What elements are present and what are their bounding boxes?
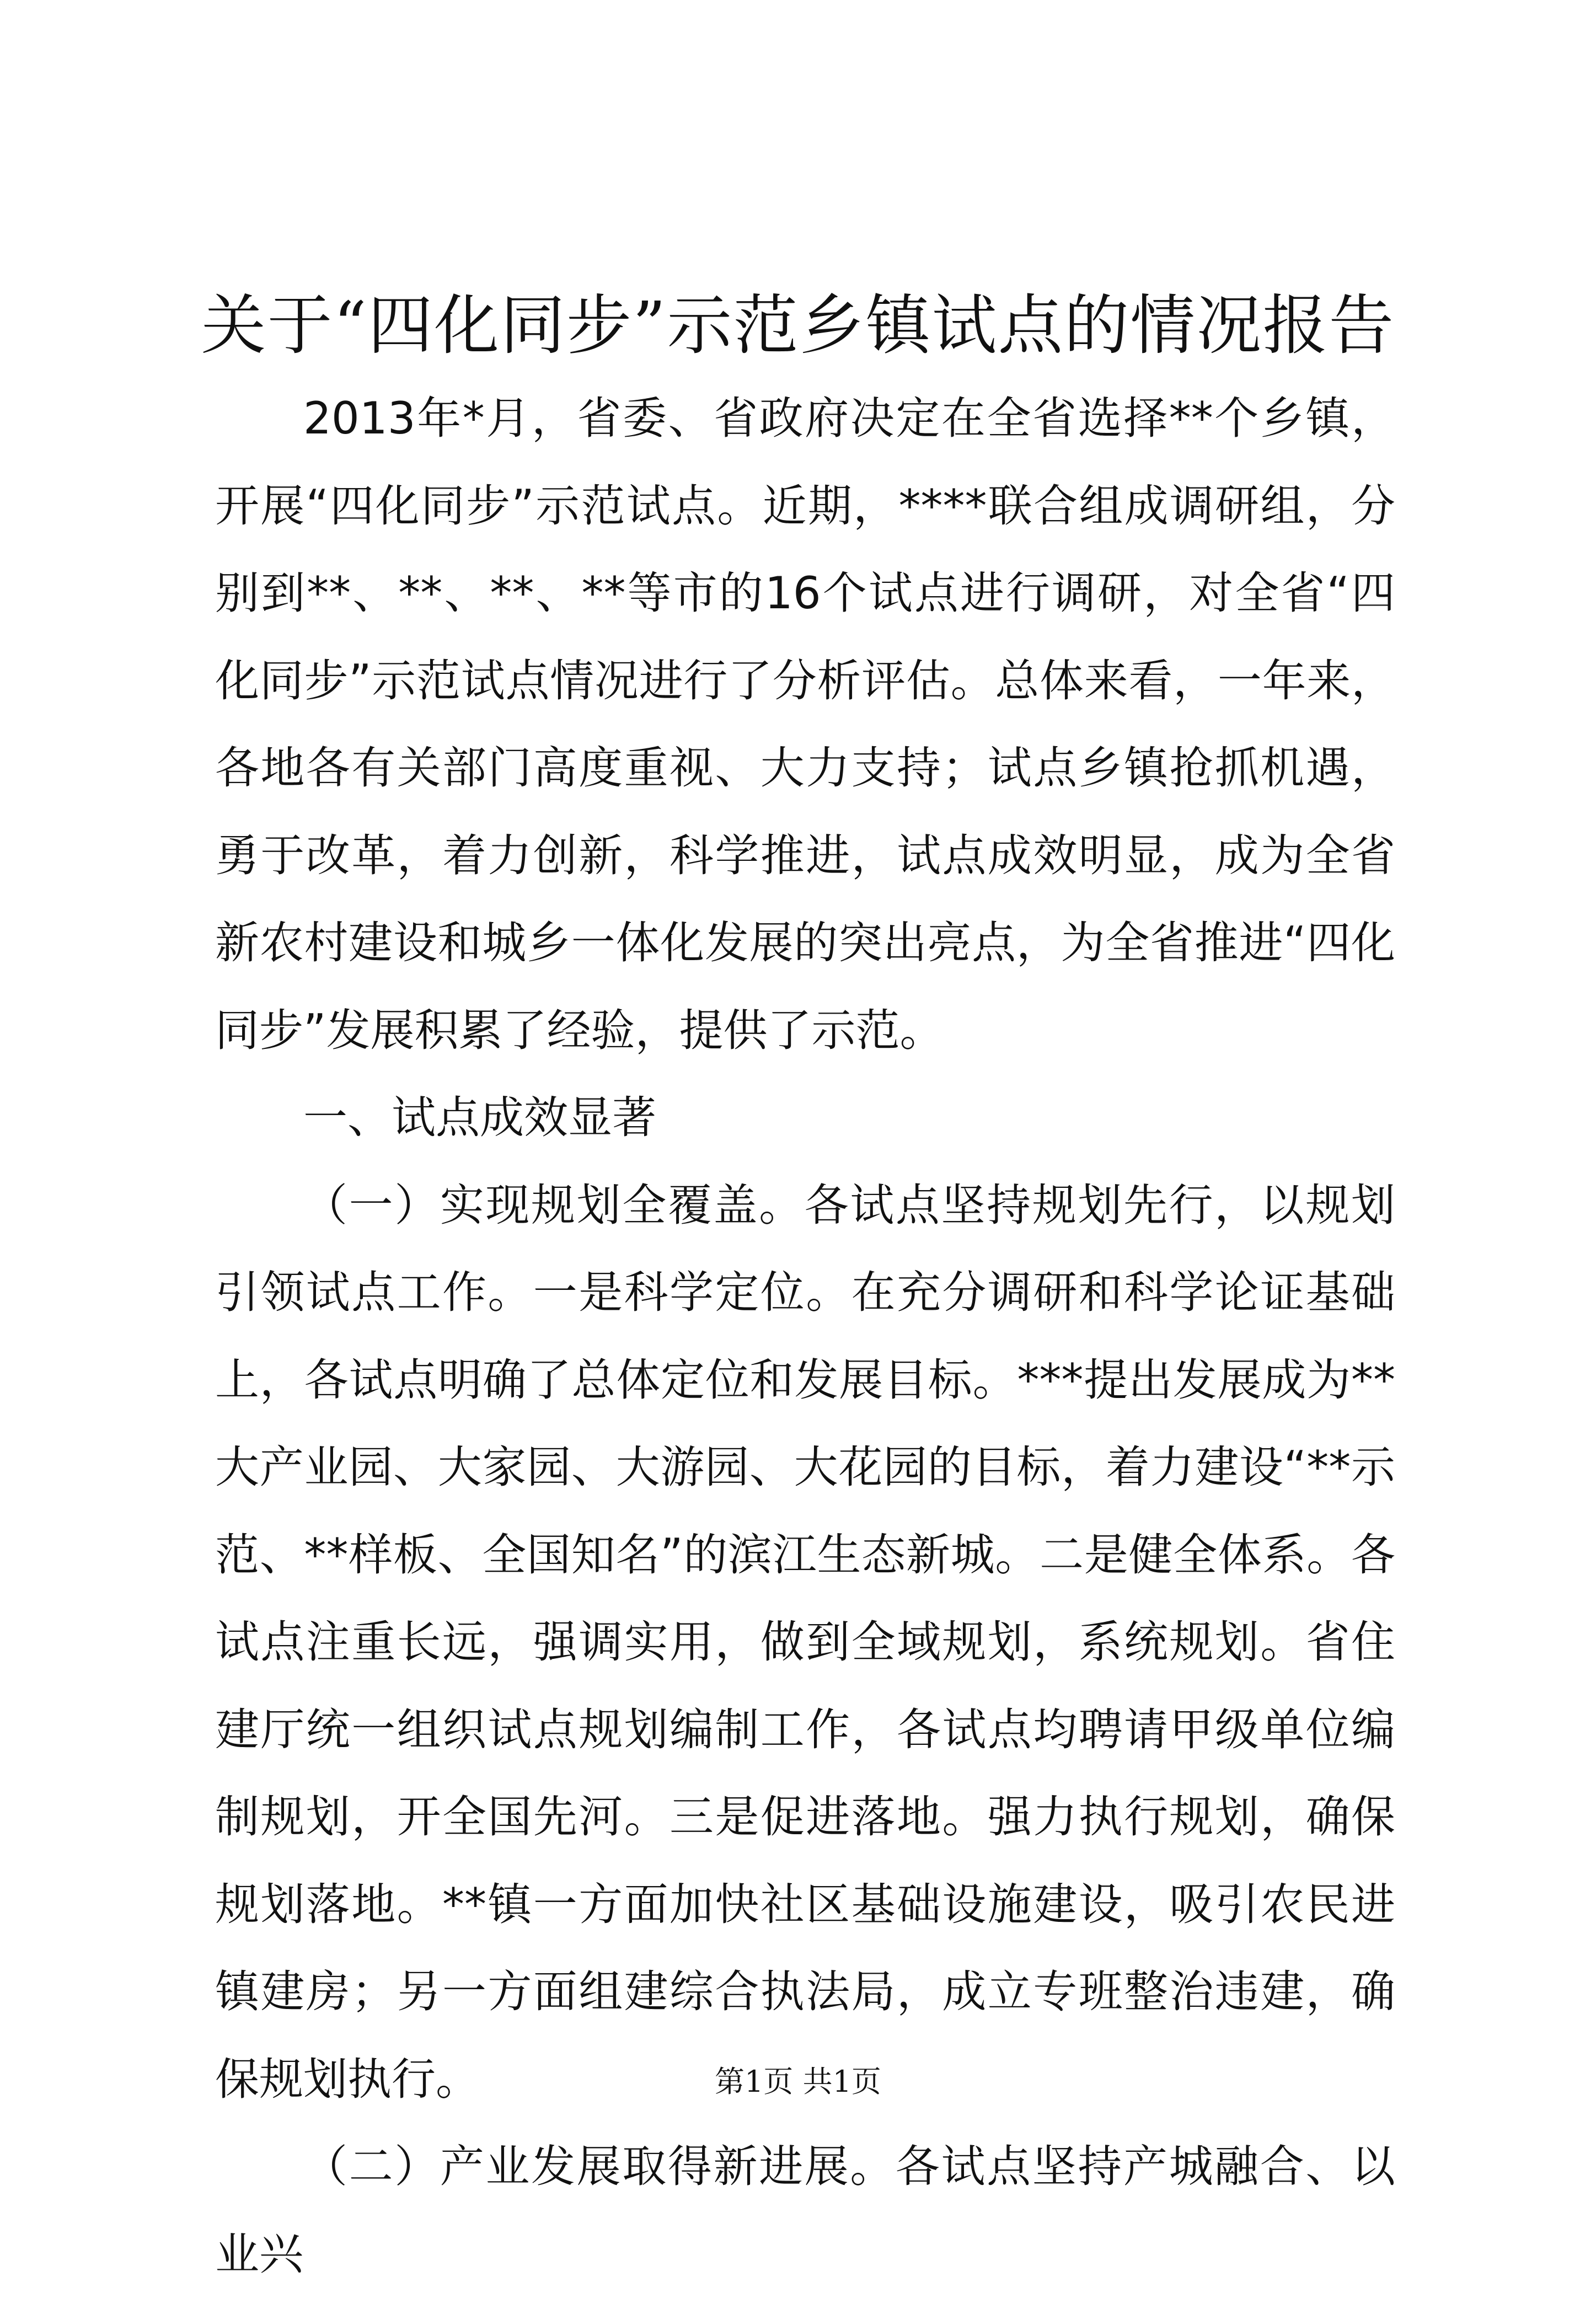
intro-paragraph: 2013年*月，省委、省政府决定在全省选择**个乡镇，开展“四化同步”示范试点。近期，****联合组成调研组，分别到**、**、**、**等市的16个试点进行调研，对全省“四化同步”示范试点情况进行了分析评估。总体来看，一年来，各地各有关部门高度重视、大力支持；试点乡镇抢抓机遇，勇于改革，着力创新，科学推进，试点成效明显，成为全省新农村建设和城乡一体化发展的突出亮点，为全省推进“四化同步”发展积累了经验，提供了示范。 [215, 393, 1395, 1056]
page-footer: 第1页 共1页 [715, 2064, 881, 2099]
section-heading-1: 一、试点成效显著 [303, 1092, 656, 1143]
subsection-paragraph-2: （二）产业发展取得新进展。各试点坚持产城融合、以业兴 [215, 2141, 1395, 2280]
document-title: 关于“四化同步”示范乡镇试点的情况报告 [201, 287, 1395, 363]
document-body [215, 375, 1395, 2298]
subsection-paragraph-1: （一）实现规划全覆盖。各试点坚持规划先行，以规划引领试点工作。一是科学定位。在充分调研和科学论证基础上，各试点明确了总体定位和发展目标。***提出发展成为**大产业园、大家园、大游园、大花园的目标，着力建设“**示范、**样板、全国知名”的滨江生态新城。二是健全体系。各试点注重长远，强调实用，做到全域规划，系统规划。省住建厅统一组织试点规划编制工作，各试点均聘请甲级单位编制规划，开全国先河。三是促进落地。强力执行规划，确保规划落地。**镇一方面加快社区基础设施建设，吸引农民进镇建房；另一方面组建综合执法局，成立专班整治违建，确保规划执行。 [215, 1179, 1395, 2105]
